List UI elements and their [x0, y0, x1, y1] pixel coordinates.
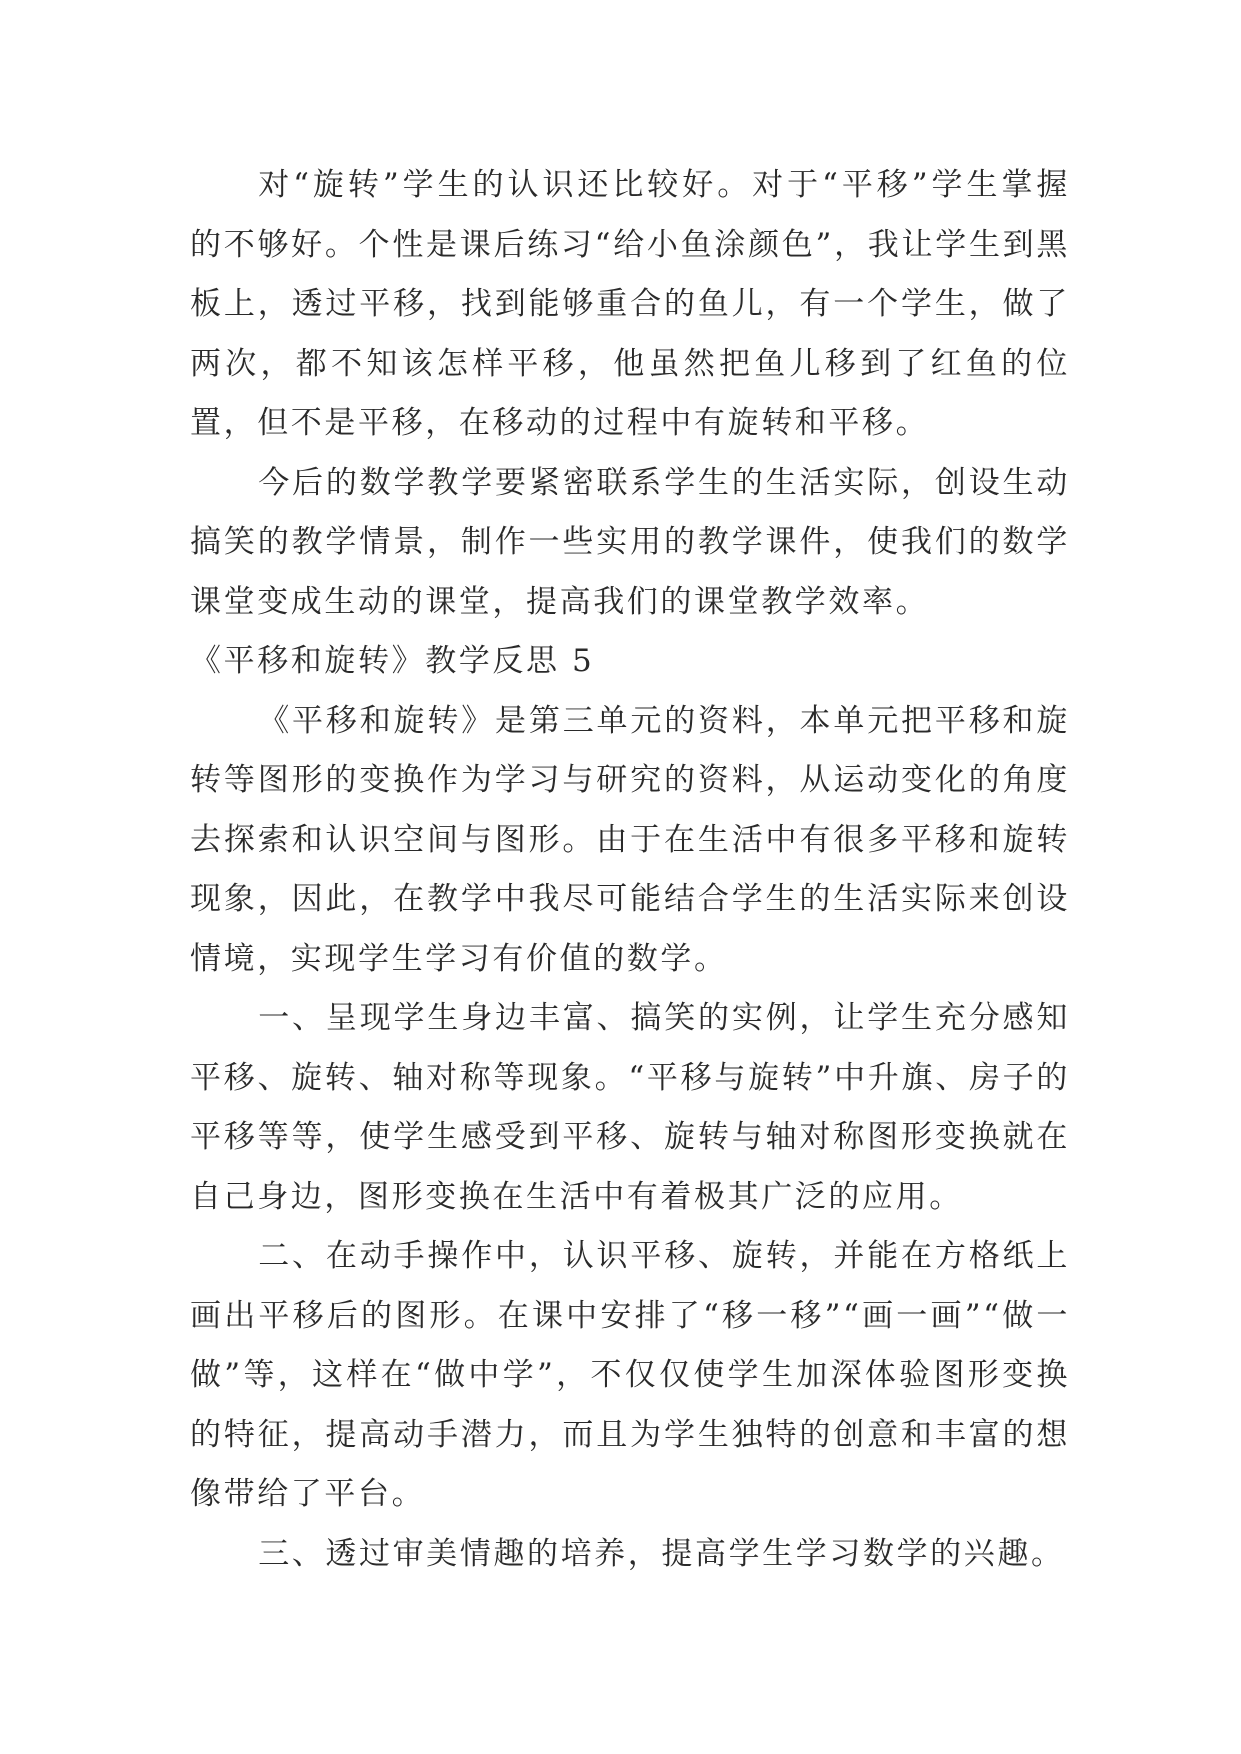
- paragraph: 二、在动手操作中，认识平移、旋转，并能在方格纸上画出平移后的图形。在课中安排了“移一移”“画一画”“做一做”等，这样在“做中学”，不仅仅使学生加深体验图形变换的特征，提高动手潜力，而且为学生独特的创意和丰富的想像带给了平台。: [190, 1238, 1070, 1512]
- section-title: 《平移和旋转》教学反思 5: [190, 643, 595, 679]
- paragraph: 对“旋转”学生的认识还比较好。对于“平移”学生掌握的不够好。个性是课后练习“给小鱼涂颜色”，我让学生到黑板上，透过平移，找到能够重合的鱼儿，有一个学生，做了两次，都不知该怎样平移，他虽然把鱼儿移到了红鱼的位置，但不是平移，在移动的过程中有旋转和平移。: [190, 167, 1070, 441]
- paragraph: 今后的数学教学要紧密联系学生的生活实际，创设生动搞笑的教学情景，制作一些实用的教学课件，使我们的数学课堂变成生动的课堂，提高我们的课堂教学效率。: [190, 464, 1070, 620]
- document-body: [190, 156, 1070, 1584]
- paragraph: 三、透过审美情趣的培养，提高学生学习数学的兴趣。: [258, 1535, 1065, 1572]
- paragraph: 一、呈现学生身边丰富、搞笑的实例，让学生充分感知平移、旋转、轴对称等现象。“平移与旋转”中升旗、房子的平移等等，使学生感受到平移、旋转与轴对称图形变换就在自己身边，图形变换在生活中有着极其广泛的应用。: [190, 1000, 1070, 1215]
- paragraph: 《平移和旋转》是第三单元的资料，本单元把平移和旋转等图形的变换作为学习与研究的资料，从运动变化的角度去探索和认识空间与图形。由于在生活中有很多平移和旋转现象，因此，在教学中我尽可能结合学生的生活实际来创设情境，实现学生学习有价值的数学。: [190, 702, 1070, 977]
